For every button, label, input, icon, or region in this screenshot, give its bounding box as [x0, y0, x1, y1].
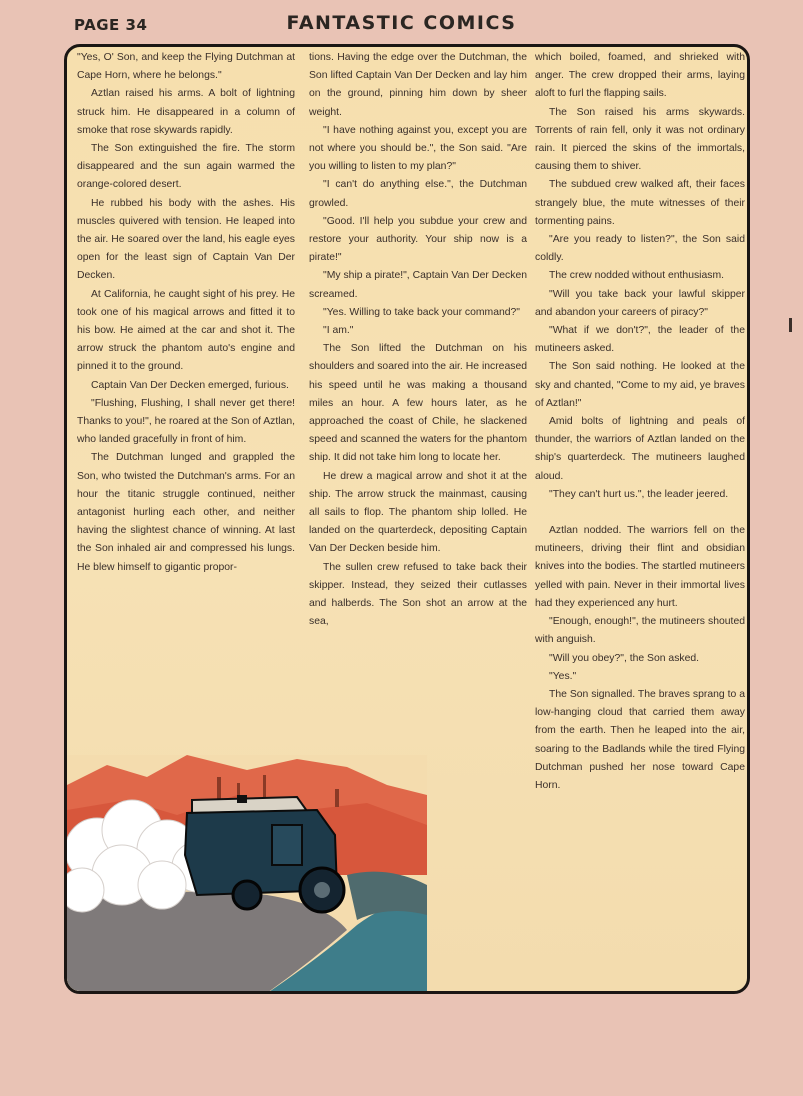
paragraph: which boiled, foamed, and shrieked with anger. The crew dropped their arms, laying aloft to furl the flapping sails. [535, 52, 745, 100]
paragraph: "Will you take back your lawful skipper and abandon your careers of piracy?" [535, 288, 745, 318]
text-column-1 [77, 49, 295, 577]
paragraph: The Son said nothing. He looked at the sky and chanted, "Come to my aid, ye braves of Aztlan!" [535, 361, 745, 409]
paragraph: The subdued crew walked aft, their faces strangely blue, the mute witnesses of their tormenting pains. [535, 179, 745, 227]
paragraph: "Enough, enough!", the mutineers shouted with anguish. [535, 616, 745, 646]
paragraph: Aztlan raised his arms. A bolt of lightning struck him. He disappeared in a column of smoke that rose skywards rapidly. [77, 88, 295, 136]
paragraph: "What if we don't?", the leader of the mutineers asked. [535, 325, 745, 355]
paragraph: "Yes." [549, 670, 577, 682]
comic-panel [64, 44, 750, 994]
paragraph: The Son lifted the Dutchman on his shoulders and soared into the air. He increased his speed until he was making a thousand miles an hour. A few hours later, as he approached the coast of Chile, he slackened speed and scanned the waters for the phantom ship. It did not take him long to locate her. [309, 343, 527, 464]
scan-mark [789, 318, 792, 332]
text-column-2 [309, 49, 527, 632]
paragraph: "Will you obey?", the Son asked. [549, 652, 700, 664]
paragraph: The Son signalled. The braves sprang to a low-hanging cloud that carried them away from the earth. Then he leaped into the air, soaring to the Badlands while the tired Flying Dutchman pushed her nose toward Cape Horn. [535, 688, 745, 791]
page-title: FANTASTIC COMICS [286, 12, 517, 34]
paragraph: "Flushing, Flushing, I shall never get there! Thanks to you!", he roared at the Son of Aztlan, who landed gracefully in front of him. [77, 397, 295, 446]
paragraph: "I can't do anything else.", the Dutchman growled. [309, 179, 527, 209]
paragraph: The crew nodded without enthusiasm. [549, 270, 725, 282]
paragraph: "Good. I'll help you subdue your crew and restore your authority. Your ship now is a pirate!" [309, 215, 527, 264]
paragraph: "I have nothing against you, except you are not where you should be.", the Son said. "Are you willing to listen to my plan?" [309, 124, 527, 173]
paragraph: The Son raised his arms skywards. Torrents of rain fell, only it was not ordinary rain. It pierced the skins of the immortals, causing them to shiver. [535, 106, 745, 173]
paragraph: "Yes, O' Son, and keep the Flying Dutchman at Cape Horn, where he belongs." [77, 52, 295, 82]
phantom-car-illustration [67, 755, 427, 994]
page-number: PAGE 34 [74, 16, 148, 34]
text-column-3 [535, 49, 745, 795]
page-header [0, 12, 803, 40]
paragraph: "Are you ready to listen?", the Son said coldly. [535, 234, 745, 264]
paragraph: Aztlan nodded. The warriors fell on the mutineers, driving their flint and obsidian knives into the bodies. The startled mutineers yelled with pain. Never in their immortal lives had they experienced any hurt. [535, 525, 745, 609]
paragraph: Amid bolts of lightning and peals of thunder, the warriors of Aztlan landed on the ship's quarterdeck. The mutineers laughed aloud. [535, 416, 745, 482]
paragraph: At California, he caught sight of his prey. He took one of his magical arrows and fitted it to his bow. He aimed at the car and shot it. The arrow struck the phantom auto's engine and pinned it to the ground. [77, 288, 295, 373]
paragraph: He rubbed his body with the ashes. His muscles quivered with tension. He leaped into the air. He soared over the land, his eagle eyes open for the least sign of Captain Van Der Decken. [77, 197, 295, 282]
paragraph: The sullen crew refused to take back their skipper. Instead, they seized their cutlasses and halberds. The Son shot an arrow at the sea, [309, 561, 527, 628]
paragraph: The Son extinguished the fire. The storm disappeared and the sun again warmed the orange-colored desert. [77, 143, 295, 191]
paragraph: "I am." [323, 325, 354, 337]
paragraph: The Dutchman lunged and grappled the Son, who twisted the Dutchman's arms. For an hour the titanic struggle continued, neither antagonist hurling each other, and neither having the slightest chance of winning. At last the Son inhaled air and compressed his lungs. He blew himself to gigantic propor- [77, 452, 295, 573]
paragraph: "They can't hurt us.", the leader jeered. [549, 488, 729, 500]
paragraph: tions. Having the edge over the Dutchman, the Son lifted Captain Van Der Decken and lay him on the ground, pinning him down by sheer weight. [309, 52, 527, 118]
paragraph: He drew a magical arrow and shot it at the ship. The arrow struck the mainmast, causing all sails to flop. The phantom ship lolled. He landed on the quarterdeck, depositing Captain Van Der Decken beside him. [309, 470, 527, 555]
paragraph: "Yes. Willing to take back your command?" [323, 306, 521, 318]
paragraph: "My ship a pirate!", Captain Van Der Decken screamed. [309, 270, 527, 300]
paragraph: Captain Van Der Decken emerged, furious. [91, 379, 289, 391]
